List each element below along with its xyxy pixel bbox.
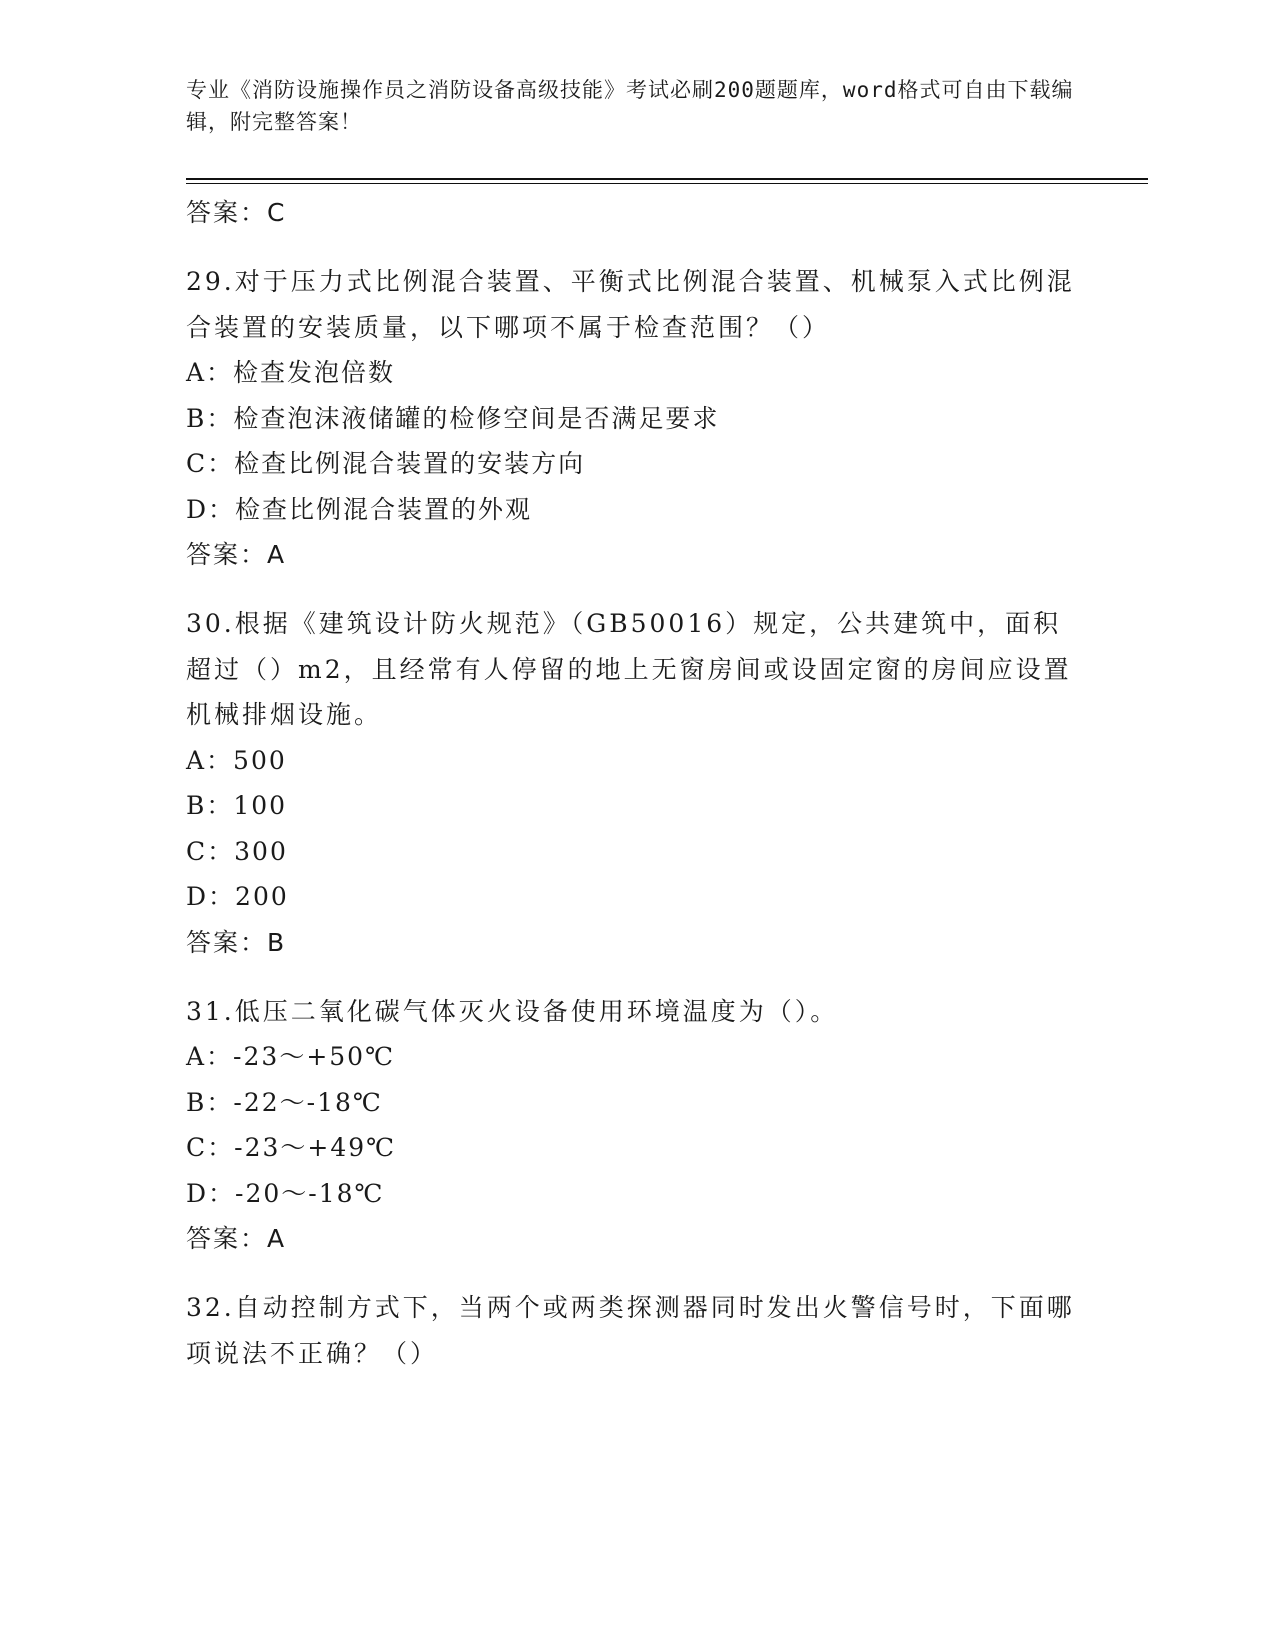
- option-d: D：200: [186, 882, 289, 911]
- option-c: C：检查比例混合装置的安装方向: [186, 449, 586, 478]
- question-text: 30.根据《建筑设计防火规范》（GB50016）规定，公共建筑中，面积超过（）m2，且经常有人停留的地上无窗房间或设固定窗的房间应设置机械排烟设施。: [186, 609, 1072, 729]
- question-text: 32.自动控制方式下，当两个或两类探测器同时发出火警信号时，下面哪项说法不正确？（）: [186, 1293, 1075, 1368]
- option-b: B：100: [186, 791, 288, 820]
- answer-line: 答案：A: [186, 540, 287, 569]
- option-a: A：500: [186, 745, 287, 775]
- option-a: A：-23～+50℃: [186, 1042, 396, 1071]
- question-31: [186, 989, 1086, 1262]
- question-29: [186, 259, 1086, 577]
- question-32: [186, 1285, 1086, 1376]
- option-a: A：检查发泡倍数: [186, 358, 396, 387]
- header-rule-thin: [186, 183, 1148, 184]
- document-body: [186, 190, 1086, 1376]
- page-header: 专业《消防设施操作员之消防设备高级技能》考试必刷200题题库，word格式可自由下载编辑，附完整答案！: [186, 78, 1074, 134]
- option-b: B：检查泡沫液储罐的检修空间是否满足要求: [186, 403, 720, 433]
- option-c: C：300: [186, 836, 288, 866]
- option-d: D：检查比例混合装置的外观: [186, 494, 533, 524]
- option-c: C：-23～+49℃: [186, 1133, 397, 1162]
- answer-line: 答案：A: [186, 1224, 287, 1253]
- answer-line: 答案：C: [186, 198, 287, 227]
- option-d: D：-20～-18℃: [186, 1178, 385, 1208]
- question-30: [186, 601, 1086, 965]
- question-text: 29.对于压力式比例混合装置、平衡式比例混合装置、机械泵入式比例混合装置的安装质量，以下哪项不属于检查范围？（）: [186, 267, 1075, 342]
- header-rule-thick: [186, 178, 1148, 180]
- question-text: 31.低压二氧化碳气体灭火设备使用环境温度为（）。: [186, 996, 839, 1026]
- option-b: B：-22～-18℃: [186, 1087, 383, 1117]
- answer-line: 答案：B: [186, 927, 287, 957]
